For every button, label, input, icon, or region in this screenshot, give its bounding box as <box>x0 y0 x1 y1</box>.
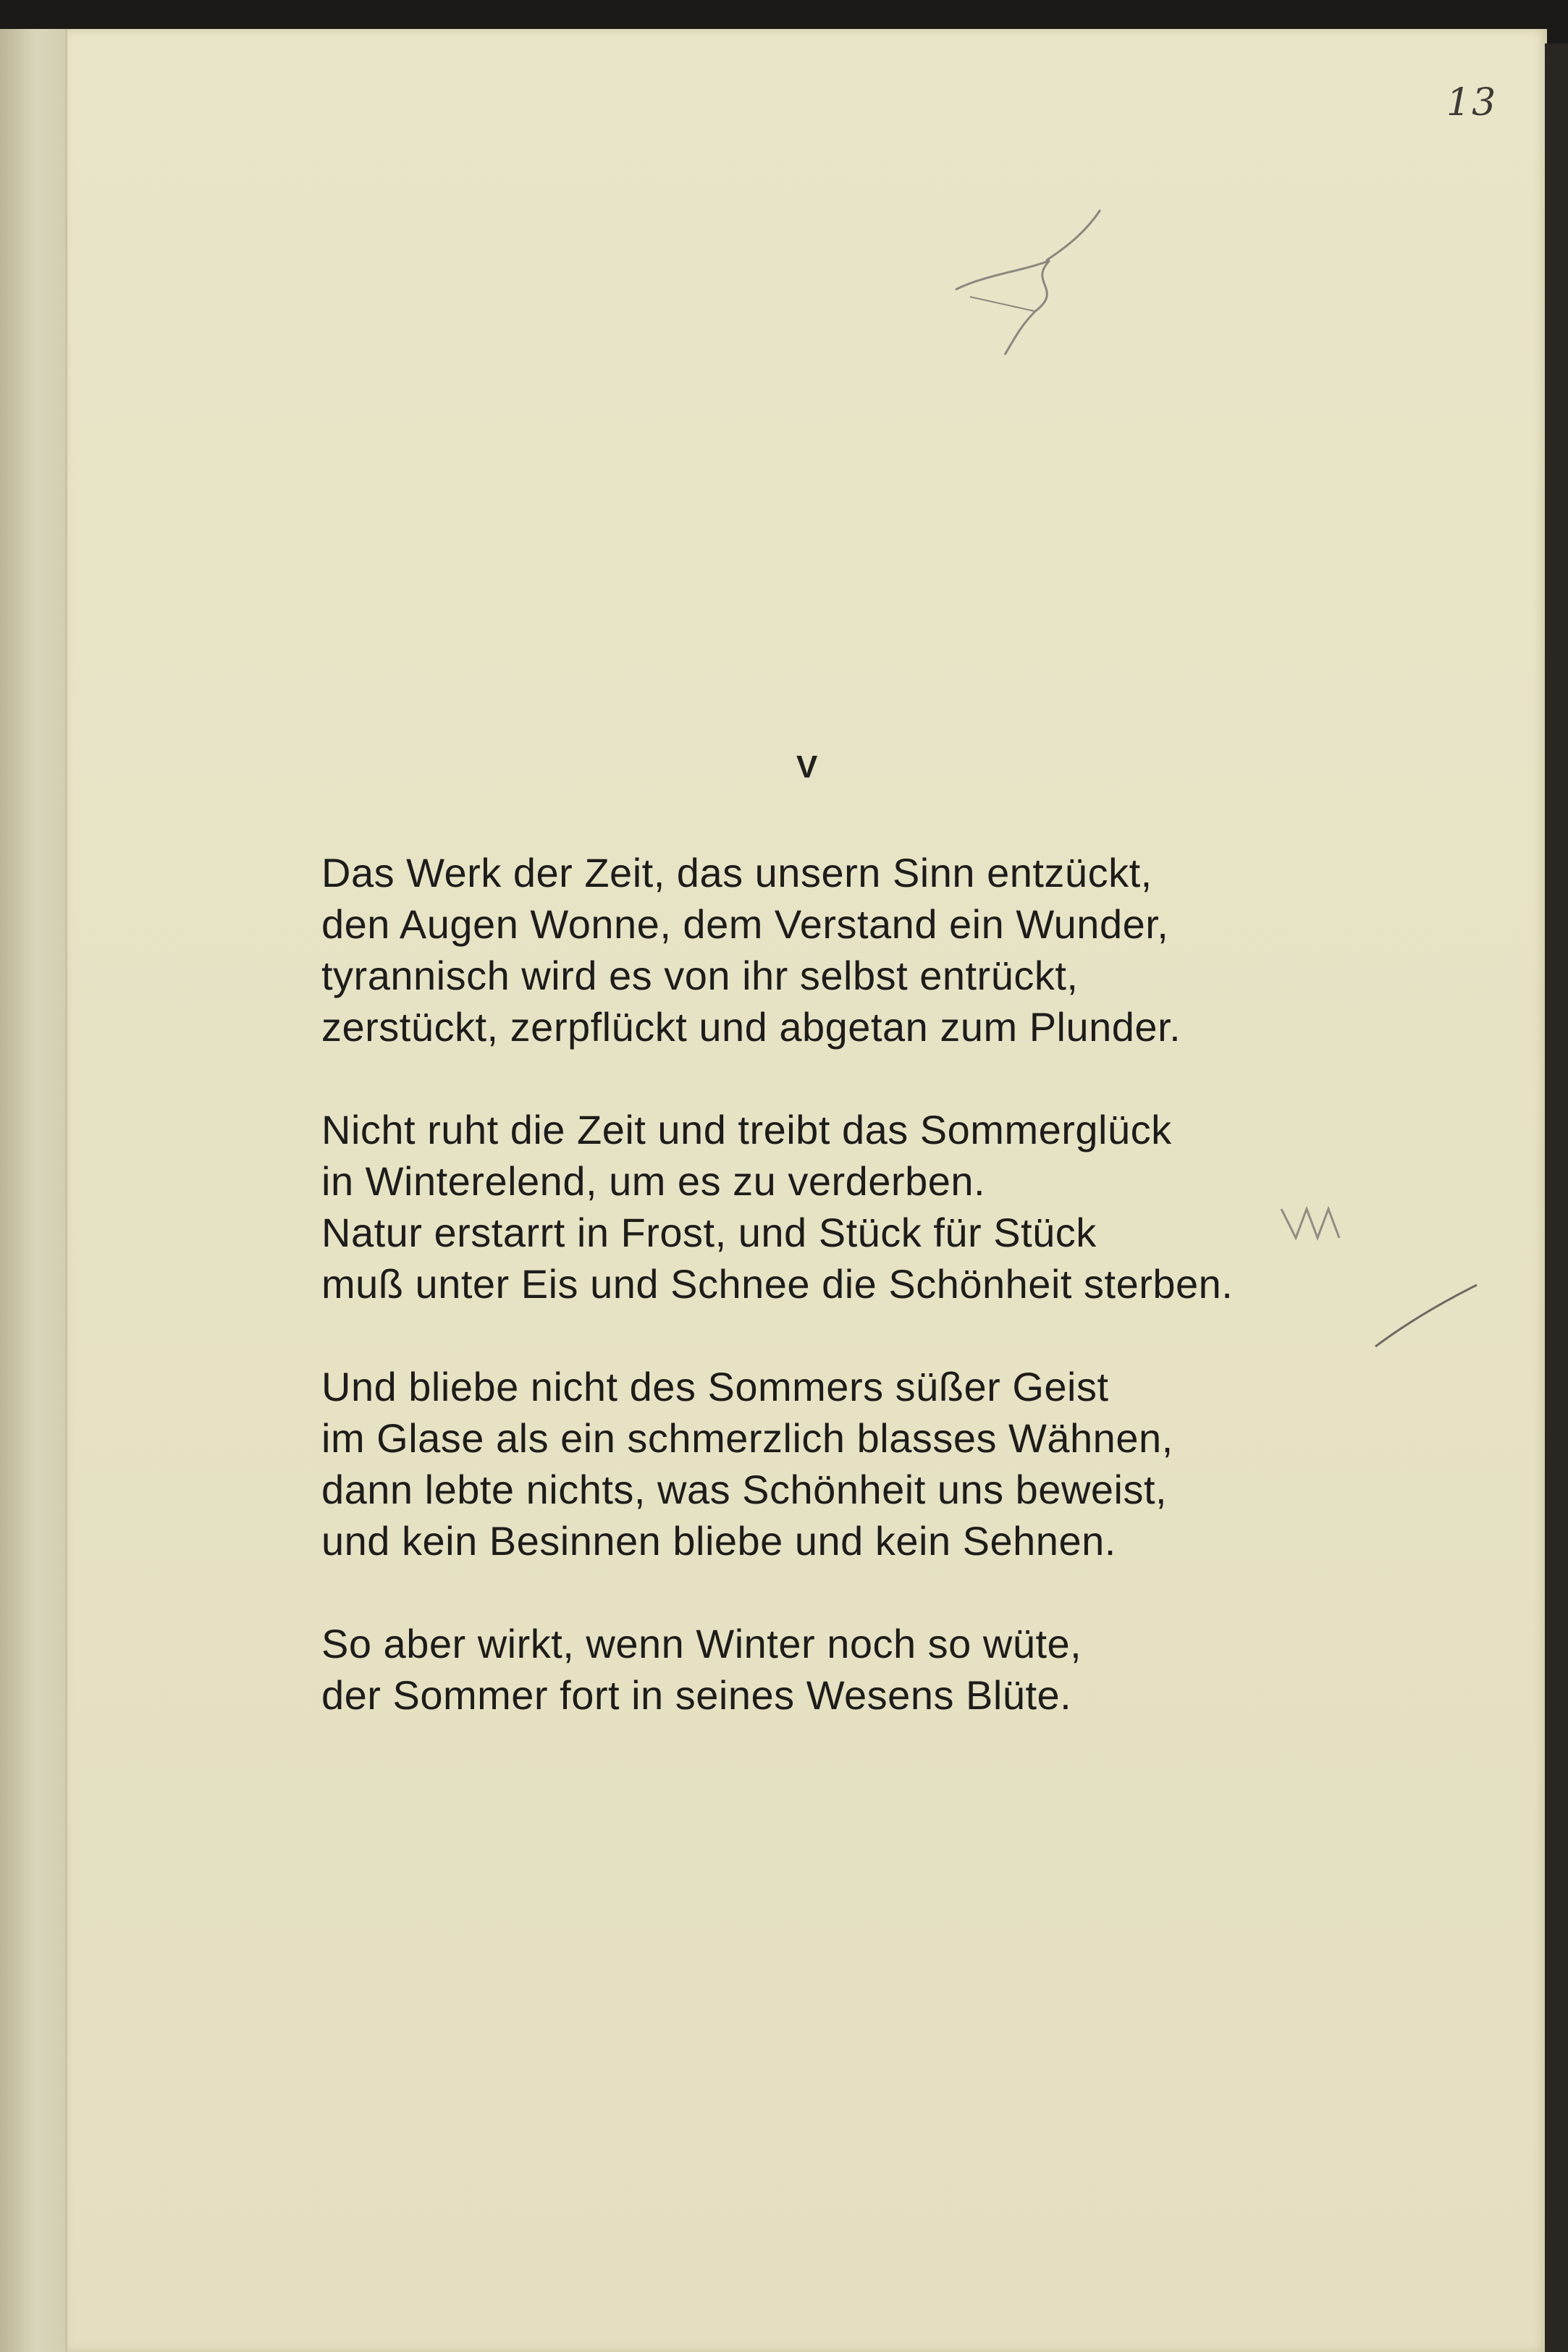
stanza <box>321 1104 1335 1310</box>
verse-line: Natur erstarrt in Frost, und Stück für Stück <box>321 1210 1097 1255</box>
verse-line: So aber wirkt, wenn Winter noch so wüte, <box>321 1621 1082 1666</box>
pencil-scribble-icon <box>941 203 1129 362</box>
verse-line: in Winterelend, um es zu verderben. <box>321 1158 986 1204</box>
verse-line: den Augen Wonne, dem Verstand ein Wunder, <box>321 901 1169 947</box>
margin-pencil-stroke-icon <box>1368 1281 1484 1354</box>
verse-line: Und bliebe nicht des Sommers süßer Geist <box>321 1364 1109 1409</box>
poem-text <box>321 753 1335 1772</box>
section-heading: V <box>796 749 818 785</box>
stanza <box>321 1618 1335 1721</box>
page-number: 13 <box>1446 81 1498 125</box>
verse-line: dann lebte nichts, was Schönheit uns beweist, <box>321 1467 1168 1512</box>
stanza <box>321 1361 1335 1567</box>
verse-line: im Glase als ein schmerzlich blasses Wähnen, <box>321 1415 1173 1461</box>
verse-line: Nicht ruht die Zeit und treibt das Sommerglück <box>321 1107 1172 1152</box>
verse-line: und kein Besinnen bliebe und kein Sehnen. <box>321 1518 1116 1564</box>
verse-line: Das Werk der Zeit, das unsern Sinn entzückt, <box>321 850 1152 895</box>
page-binding-edge <box>1545 43 1568 2352</box>
verse-line: muß unter Eis und Schnee die Schönheit sterben. <box>321 1261 1234 1307</box>
verse-line: tyrannisch wird es von ihr selbst entrückt, <box>321 953 1079 998</box>
stanza <box>321 847 1335 1053</box>
verse-line: der Sommer fort in seines Wesens Blüte. <box>321 1672 1072 1718</box>
verse-line: zerstückt, zerpflückt und abgetan zum Plunder. <box>321 1004 1181 1050</box>
